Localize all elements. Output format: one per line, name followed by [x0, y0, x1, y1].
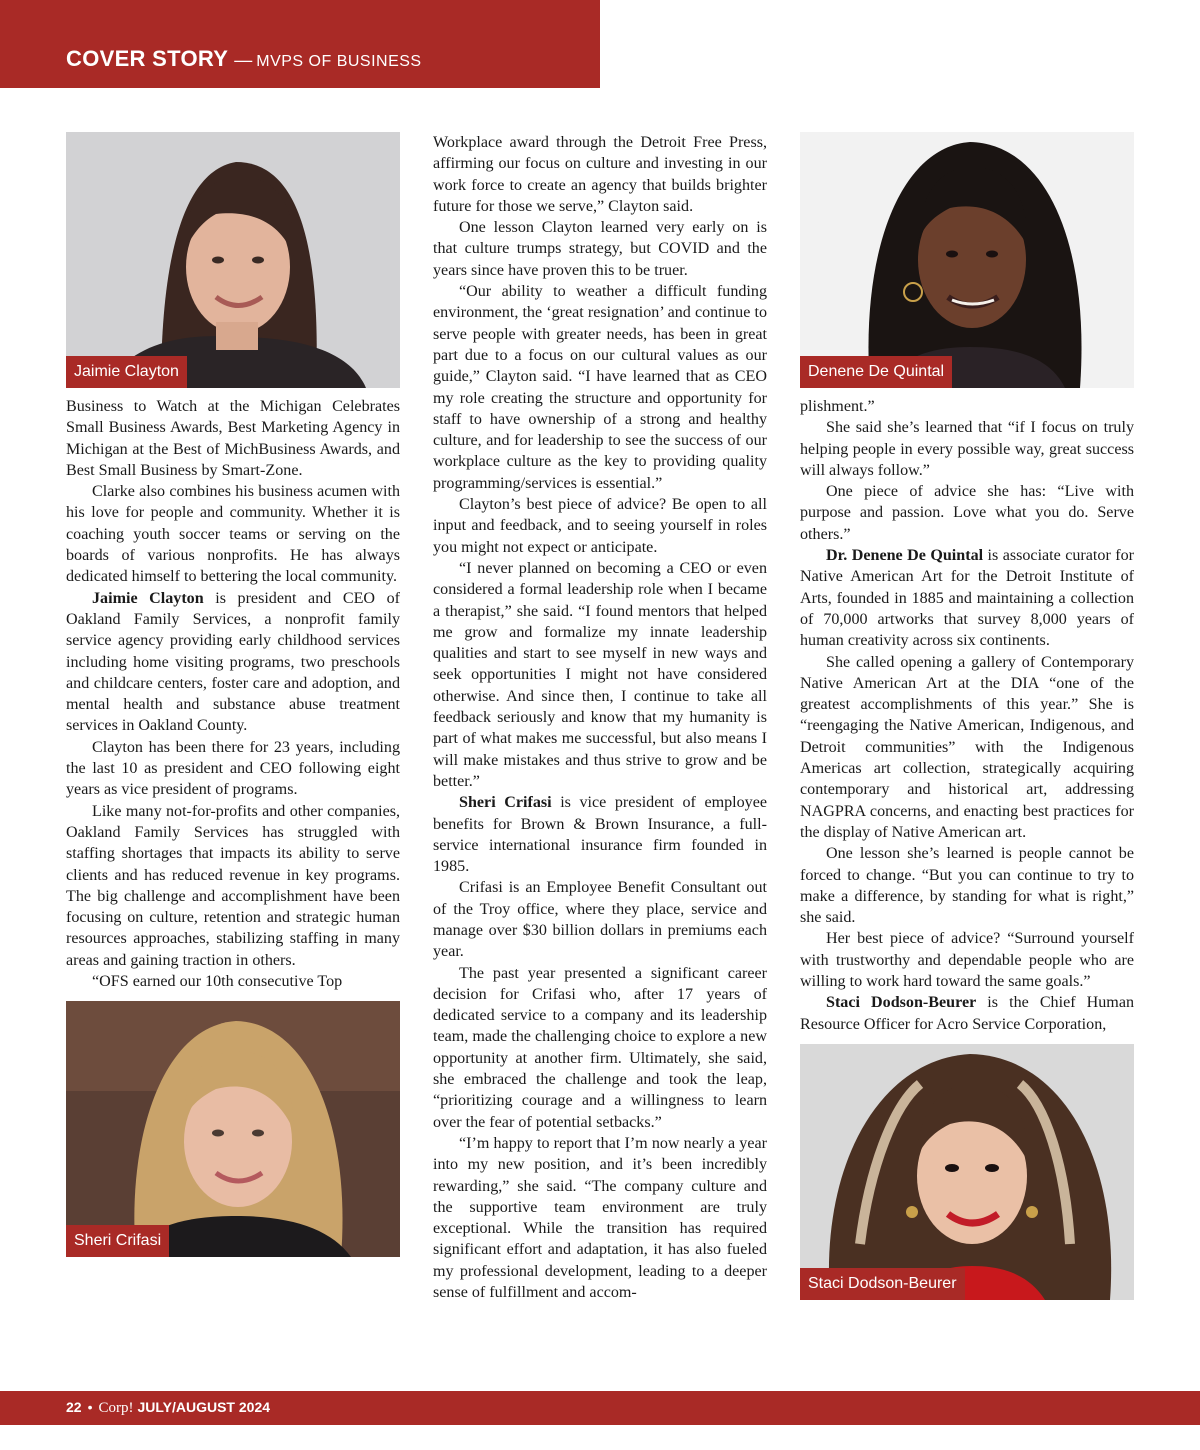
article-column-2 — [433, 132, 767, 1303]
page-number: 22 — [66, 1399, 82, 1415]
paragraph: She said she’s learned that “if I focus on truly helping people in every possible way, great success will always follow.” — [800, 419, 1134, 479]
paragraph-text: is the Chief Human Resource Officer for Acro Service Corporation, — [800, 994, 1135, 1033]
paragraph: The past year presented a significant career decision for Crifasi who, after 17 years of dedicated service to a company and its leadership team, made the challenging choice to explore a new opportunity at another firm. Ultimately, she said, she embraced the challenge and took the leap, “prioritizing courage and a willingness to learn over the fear of potential setbacks.” — [433, 964, 767, 1131]
portrait-image — [66, 1001, 400, 1257]
portrait-image — [800, 132, 1134, 388]
paragraph: One piece of advice she has: “Live with purpose and passion. Love what you do. Serve others.” — [800, 483, 1134, 543]
article-column-3 — [800, 132, 1134, 1300]
paragraph — [433, 792, 767, 877]
footer-bar — [0, 1391, 1200, 1425]
paragraph: Workplace award through the Detroit Free Press, affirming our focus on culture and investing in our work force to create an agency that builds brighter future for those we serve,” Clayton said. — [433, 134, 767, 215]
portrait-photo-denene-de-quintal — [800, 132, 1134, 388]
portrait-photo-sheri-crifasi — [66, 1001, 400, 1257]
portrait-image — [66, 132, 400, 388]
profile-name: Dr. Denene De Quintal — [826, 547, 984, 565]
paragraph: Clayton’s best piece of advice? Be open to all input and feedback, and to seeing yourself in roles you might not expect or anticipate. — [433, 496, 767, 556]
paragraph: “I never planned on becoming a CEO or even considered a formal leadership role when I became a therapist,” she said. “I found mentors that helped me grow and formalize my innate leadership qualities and start to see myself in new ways and seek opportunities I might not have considered otherwise. And since then, I continue to take all feedback seriously and know that my humanity is part of what makes me successful, but also means I will make mistakes and thus strive to grow and be better.” — [433, 559, 767, 790]
paragraph-text: is president and CEO of Oakland Family Services, a nonprofit family service agency providing early childhood services including home visiting programs, two preschools and childcare centers, foster care and adoption, and mental health and substance abuse treatment services in Oakland County. — [66, 589, 400, 735]
paragraph — [800, 545, 1134, 651]
section-label — [66, 46, 422, 72]
paragraph-text: is vice president of employee benefits for Brown & Brown Insurance, a full-service international insurance firm founded in 1985. — [433, 794, 767, 876]
paragraph — [800, 992, 1134, 1035]
paragraph: Like many not-for-profits and other companies, Oakland Family Services has struggled with staffing shortages that impacts its ability to serve clients and has reduced revenue in key programs. The big challenge and accomplishment have been focusing on culture, retention and strategic human resources approaches, stabilizing staffing in many areas and gaining traction in others. — [66, 802, 400, 969]
article-column-1 — [66, 132, 400, 1257]
paragraph: Her best piece of advice? “Surround yourself with trustworthy and dependable people who are willing to work hard toward the same goals.” — [800, 930, 1134, 991]
portrait-photo-jaimie-clayton — [66, 132, 400, 388]
portrait-photo-staci-dodson-beurer — [800, 1044, 1134, 1300]
photo-caption: Denene De Quintal — [800, 356, 952, 388]
paragraph-text: is associate curator for Native American Art for the Detroit Institute of Arts, founded in 1885 and maintaining a collection of 70,000 artworks that survey 8,000 years of human creativity across six continents. — [800, 547, 1134, 650]
paragraph: She called opening a gallery of Contemporary Native American Art at the DIA “one of the greatest accomplishments of this year.” She is “reengaging the Native American, Indigenous, and Detroit communities” with the Indigenous Americas art collection, strategically acquiring contemporary and historical art, addressing NAGPRA concerns, and enacting best practices for the display of Native American art. — [800, 653, 1134, 841]
profile-name: Staci Dodson-Beurer — [826, 994, 977, 1012]
paragraph — [66, 588, 400, 737]
photo-caption: Jaimie Clayton — [66, 356, 187, 388]
profile-name: Sheri Crifasi — [459, 794, 552, 812]
profile-name: Jaimie Clayton — [92, 589, 204, 607]
paragraph: Clarke also combines his business acumen with his love for people and community. Whether it is coaching youth soccer teams or serving on the boards of various nonprofits. He has always dedicated himself to bettering the local community. — [66, 483, 400, 586]
section-separator: — — [234, 50, 253, 70]
paragraph: “Our ability to weather a difficult funding environment, the ‘great resignation’ and continue to serve people with greater needs, has been in great part due to a focus on our cultural values as our guide,” Clayton said. “I have learned that as CEO my role creating the structure and opportunity for staff to have ownership of a strong and healthy culture, and for leadership to see the success of our workplace culture as the key to providing quality programming/services is essential.” — [433, 283, 767, 492]
paragraph: plishment.” — [800, 398, 875, 415]
paragraph: One lesson Clayton learned very early on is that culture trumps strategy, but COVID and the years since have proven this to be truer. — [433, 219, 767, 279]
paragraph: Business to Watch at the Michigan Celebrates Small Business Awards, Best Marketing Agency in Michigan at the Best of MichBusiness Awards, and Best Small Business by Smart-Zone. — [66, 398, 400, 479]
section-subtitle: MVPS OF BUSINESS — [256, 53, 422, 70]
footer-text — [66, 1399, 270, 1417]
issue-date: JULY/AUGUST 2024 — [137, 1399, 271, 1415]
portrait-image — [800, 1044, 1134, 1300]
photo-caption: Staci Dodson-Beurer — [800, 1268, 965, 1300]
paragraph: “I’m happy to report that I’m now nearly a year into my new position, and it’s been incredibly rewarding,” she said. “The company culture and the supportive team environment are truly exceptional. While the transition has required significant effort and adaptation, it has also fueled my professional development, leading to a deeper sense of fulfillment and accom- — [433, 1134, 767, 1302]
footer-bullet: • — [87, 1399, 93, 1415]
paragraph: Crifasi is an Employee Benefit Consultant out of the Troy office, where they place, service and manage over $30 billion dollars in premiums each year. — [433, 879, 767, 961]
magazine-brand: Corp! — [98, 1400, 134, 1416]
photo-caption: Sheri Crifasi — [66, 1225, 169, 1257]
paragraph: One lesson she’s learned is people cannot be forced to change. “But you can continue to try to make a difference, by standing for what is right,” she said. — [800, 845, 1134, 927]
section-header-bar — [0, 0, 600, 88]
paragraph: Clayton has been there for 23 years, including the last 10 as president and CEO following eight years as vice president of programs. — [66, 738, 400, 799]
section-title: COVER STORY — [66, 46, 229, 71]
paragraph: “OFS earned our 10th consecutive Top — [92, 973, 343, 991]
